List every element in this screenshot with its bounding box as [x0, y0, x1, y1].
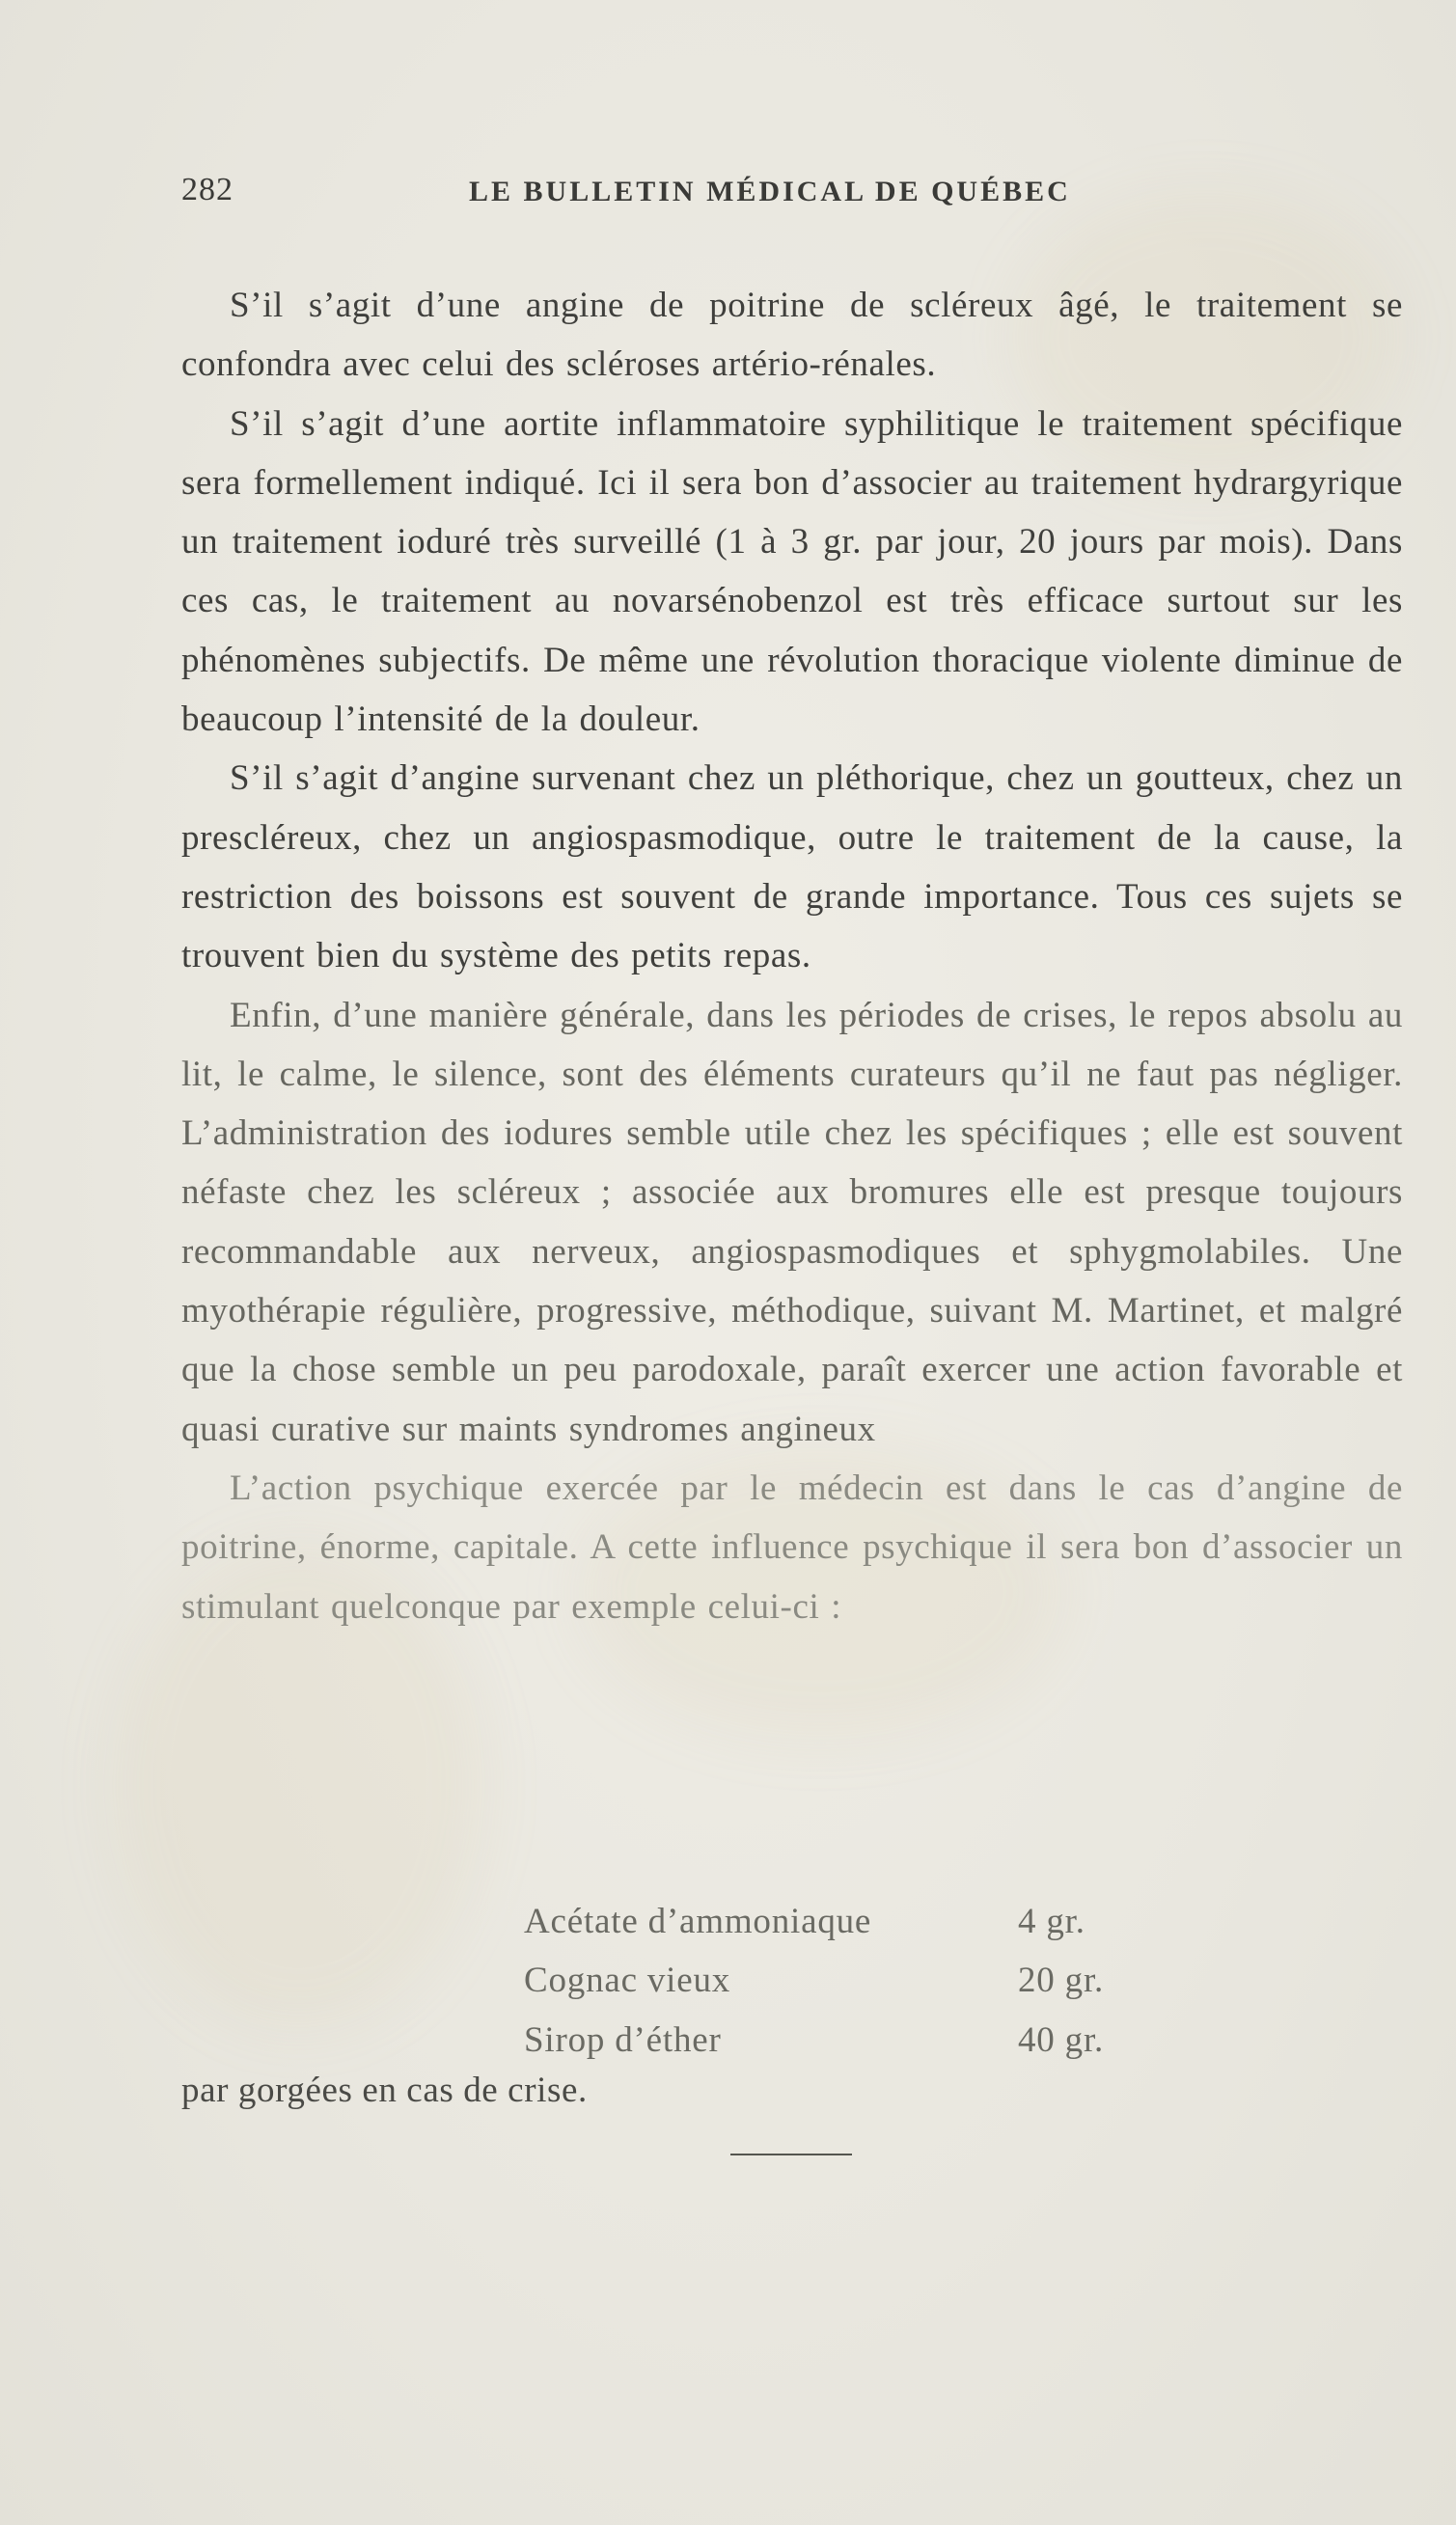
formula-row	[524, 1951, 1141, 2010]
ingredient-name: Cognac vieux	[524, 1961, 731, 2001]
paragraph: Enfin, d’une manière générale, dans les périodes de crises, le repos absolu au lit, le calme, le silence, sont des éléments curateurs qu’il ne faut pas négliger. L’administration des iodures semble utile chez les spécifiques ; elle est souvent néfaste chez les scléreux ; associée aux bromures elle est presque toujours recommandable aux nerveux, angiospasmodiques et sphygmolabiles. Une myothérapie régulière, progressive, méthodique, suivant M. Martinet, et malgré que la chose semble un peu parodoxale, paraît exercer une action favorable et quasi curative sur maints syndromes angineux	[181, 995, 1403, 1449]
ingredient-quantity: 20 gr.	[1018, 1961, 1105, 2001]
paragraph: L’action psychique exercée par le médecin est dans le cas d’angine de poitrine, énorme, capitale. A cette influence psychique il sera bon d’associer un stimulant quelconque par exemple celui-ci :	[181, 1468, 1403, 1627]
ingredient-name: Acétate d’ammoniaque	[524, 1902, 872, 1941]
paragraph: S’il s’agit d’une angine de poitrine de scléreux âgé, le traitement se confondra avec celui des scléroses artério-rénales.	[181, 286, 1403, 385]
article-body	[181, 276, 1403, 1636]
ingredient-quantity: 4 gr.	[1018, 1902, 1085, 1941]
section-end-rule	[730, 2154, 852, 2155]
running-title: LE BULLETIN MÉDICAL DE QUÉBEC	[469, 176, 1071, 207]
ingredient-name: Sirop d’éther	[524, 2019, 722, 2060]
ingredient-quantity: 40 gr.	[1018, 2019, 1105, 2060]
closing-line: par gorgées en cas de crise.	[181, 2071, 588, 2110]
page-number: 282	[181, 172, 234, 207]
paragraph: S’il s’agit d’une aortite inflammatoire syphilitique le traitement spécifique sera formellement indiqué. Ici il sera bon d’associer au traitement hydrargyrique un traitement ioduré très surveillé (1 à 3 gr. par jour, 20 jours par mois). Dans ces cas, le traitement au novarsénobenzol est très efficace surtout sur les phénomènes subjectifs. De même une révolution thoracique violente diminue de beaucoup l’intensité de la douleur.	[181, 403, 1403, 740]
formula-row	[524, 2011, 1141, 2070]
formula-row	[524, 1892, 1141, 1951]
page-header	[181, 172, 1407, 216]
prescription-formula	[524, 1892, 1141, 2070]
paragraph: S’il s’agit d’angine survenant chez un pléthorique, chez un goutteux, chez un prescléreux, chez un angiospasmodique, outre le traitement de la cause, la restriction des boissons est souvent de grande importance. Tous ces sujets se trouvent bien du système des petits repas.	[181, 758, 1403, 976]
